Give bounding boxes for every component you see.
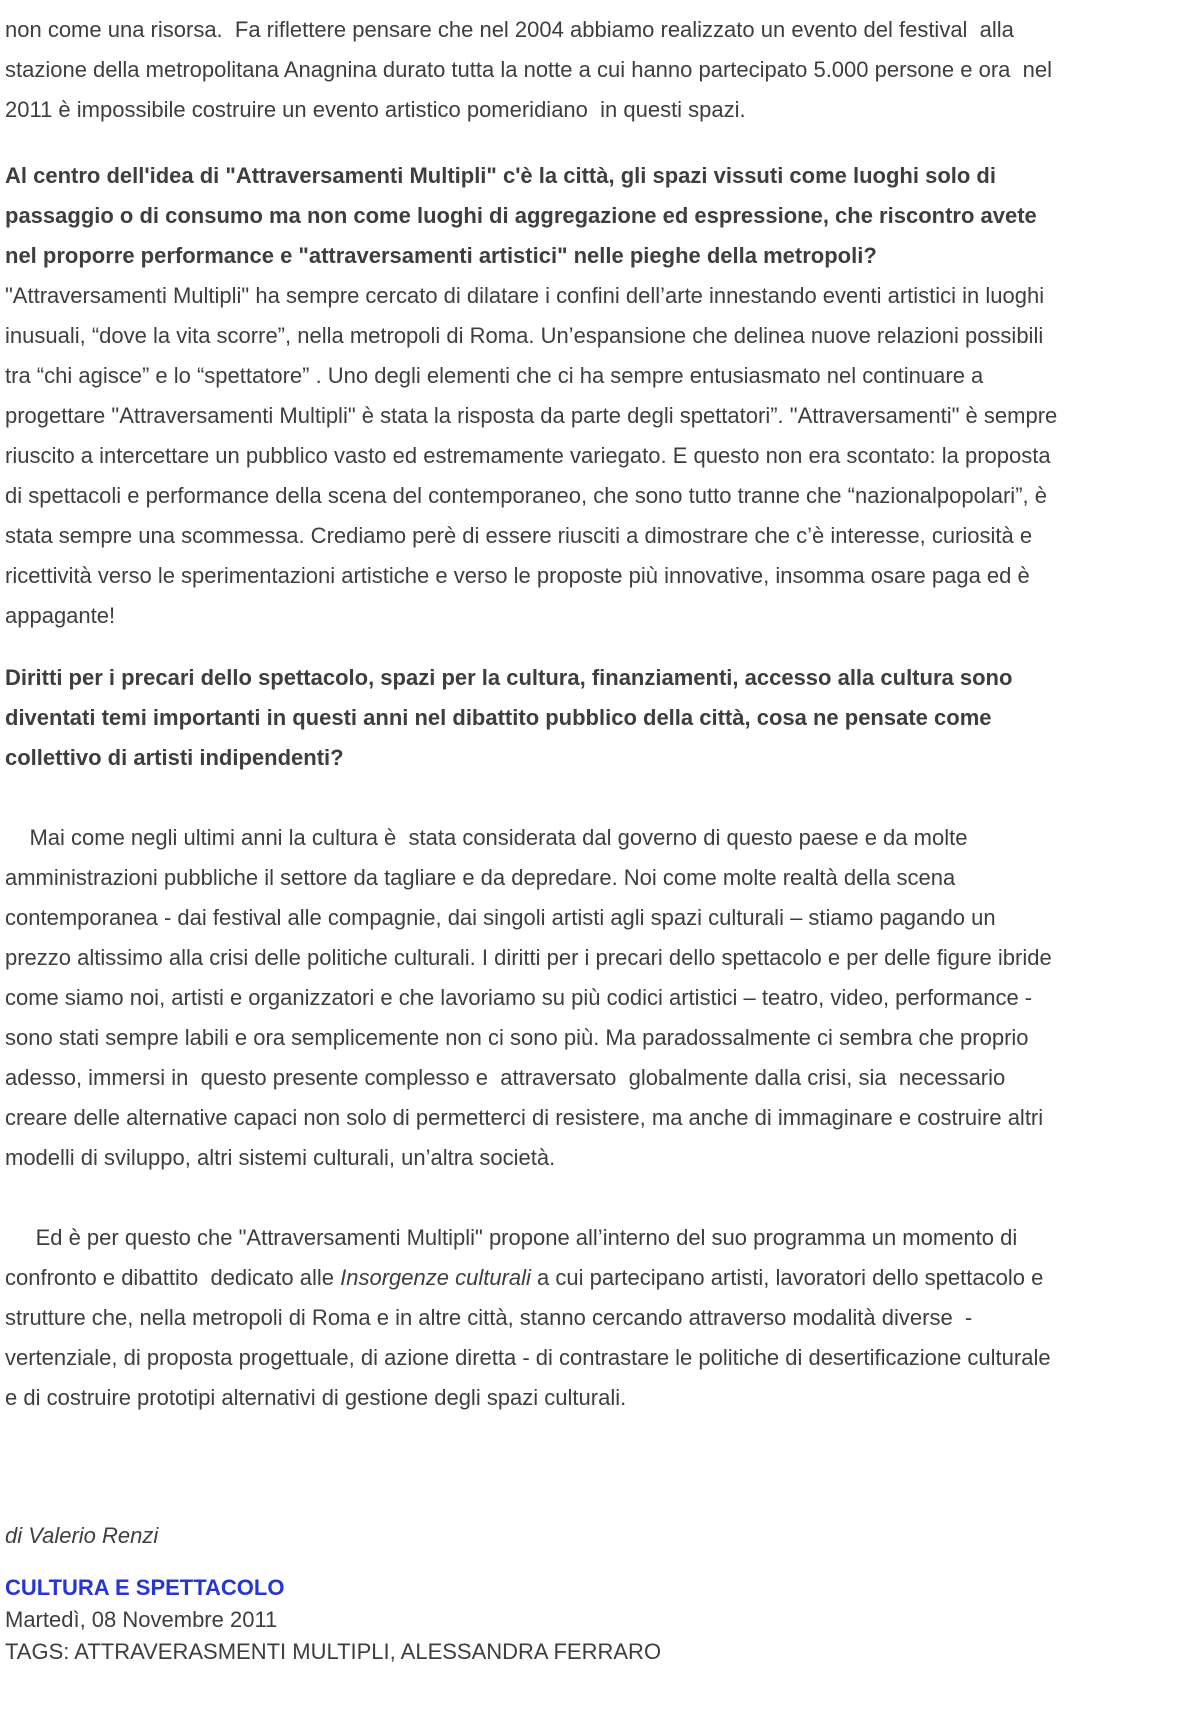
publish-date: Martedì, 08 Novembre 2011 <box>5 1607 278 1632</box>
answer-2-part-2: Ed è per questo che "Attraversamenti Multipli" propone all’interno del suo programma un momento di confronto e dibattito dedicato alle <box>5 1225 1024 1290</box>
answer-2-part-3: a cui partecipano artisti, lavoratori dello spettacolo e strutture che, nella metropoli di Roma e in altre città, stanno cercando attraverso modalità diverse - vertenziale, di proposta progettuale, di azione diretta - di contrastare le politiche di desertificazione culturale e di costruire prototipi alternativi di gestione degli spazi culturali. <box>5 1265 1057 1410</box>
category-link[interactable]: CULTURA E SPETTACOLO <box>5 1575 285 1600</box>
article-footer <box>5 1572 1062 1668</box>
category-row <box>5 1572 1062 1604</box>
tags-line: TAGS: ATTRAVERASMENTI MULTIPLI, ALESSANDRA FERRARO <box>5 1639 662 1664</box>
insorgenze-culturali-italic: Insorgenze culturali <box>340 1265 531 1290</box>
answer-2-part-1: Mai come negli ultimi anni la cultura è stata considerata dal governo di questo paese e da molte amministrazioni pubbliche il settore da tagliare e da depredare. Noi come molte realtà della scena contemporanea - dai festival alle compagnie, dai singoli artisti agli spazi culturali – stiamo pagando un prezzo altissimo alla crisi delle politiche culturali. I diritti per i precari dello spettacolo e per delle figure ibride come siamo noi, artisti e organizzatori e che lavoriamo su più codici artistici – teatro, video, performance - sono stati sempre labili e ora semplicemente non ci sono più. Ma paradossalmente ci sembra che proprio adesso, immersi in questo presente complesso e attraversato globalmente dalla crisi, sia necessario creare delle alternative capaci non solo di permetterci di resistere, ma anche di immaginare e costruire altri modelli di sviluppo, altri sistemi culturali, un’altra società. <box>5 825 1058 1170</box>
interview-answer-2 <box>5 778 1062 1458</box>
interview-answer-1: "Attraversamenti Multipli" ha sempre cercato di dilatare i confini dell’arte innestando eventi artistici in luoghi inusuali, “dove la vita scorre”, nella metropoli di Roma. Un’espansione che delinea nuove relazioni possibili tra “chi agisce” e lo “spettatore” . Uno degli elementi che ci ha sempre entusiasmato nel continuare a progettare "Attraversamenti Multipli" è stata la risposta da parte degli spettatori”. "Attraversamenti" è sempre riuscito a intercettare un pubblico vasto ed estremamente variegato. E questo non era scontato: la proposta di spettacoli e performance della scena del contemporaneo, che sono tutto tranne che “nazionalpopolari”, è stata sempre una scommessa. Crediamo perè di essere riusciti a dimostrare che c’è interesse, curiosità e ricettività verso le sperimentazioni artistiche e verso le proposte più innovative, insomma osare paga ed è appagante! <box>5 283 1064 628</box>
intro-paragraph: non come una risorsa. Fa riflettere pensare che nel 2004 abbiamo realizzato un evento del festival alla stazione della metropolitana Anagnina durato tutta la notte a cui hanno partecipato 5.000 persone e ora nel 2011 è impossibile costruire un evento artistico pomeridiano in questi spazi. <box>5 17 1059 122</box>
interview-question-2: Diritti per i precari dello spettacolo, spazi per la cultura, finanziamenti, accesso alla cultura sono diventati temi importanti in questi anni nel dibattito pubblico della città, cosa ne pensate come collettivo di artisti indipendenti? <box>5 665 1019 770</box>
interview-question-1: Al centro dell'idea di "Attraversamenti Multipli" c'è la città, gli spazi vissuti come luoghi solo di passaggio o di consumo ma non come luoghi di aggregazione ed espressione, che riscontro avete nel proporre performance e "attraversamenti artistici" nelle pieghe della metropoli? <box>5 163 1043 268</box>
author-byline: di Valerio Renzi <box>5 1523 159 1548</box>
